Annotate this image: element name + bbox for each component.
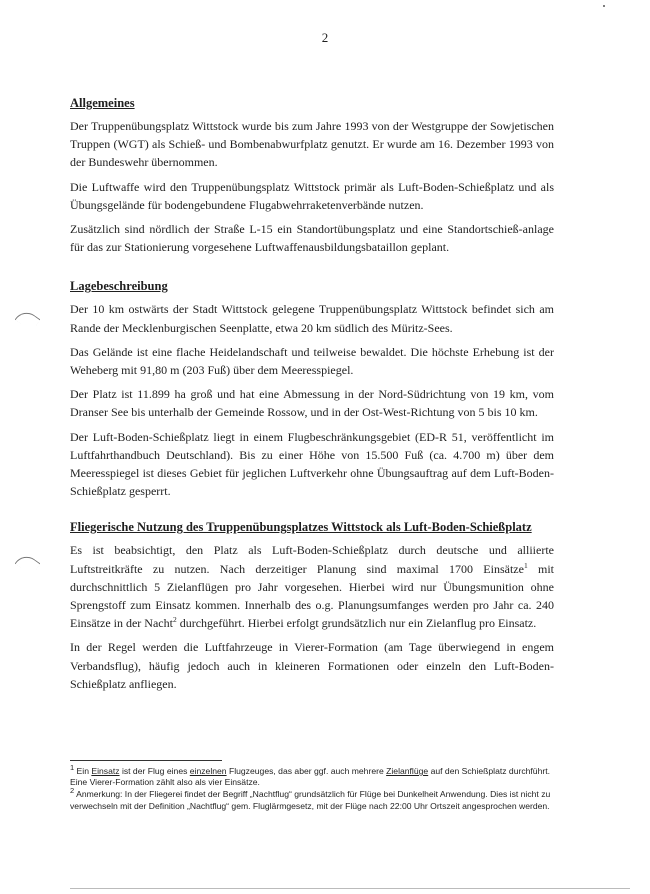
text-run: Ein [74, 766, 92, 776]
section-heading-fliegerische-nutzung: Fliegerische Nutzung des Truppenübungsplatzes Wittstock als Luft-Boden-Schießplatz [70, 520, 532, 535]
text-run: mit durchschnittlich 5 Zielanflügen pro Jahr vorgesehen. Hierbei wird nur Übungsmunition ohne Sprengstoff zum Einsatz kommen. Innerhalb des o.g. Planungsumfanges werden pro Jahr ca. 240 Einsätze in der Nacht [70, 561, 554, 631]
paragraph: Der Luft-Boden-Schießplatz liegt in einem Flugbeschränkungsgebiet (ED-R 51, veröffentlicht im Luftfahrthandbuch Deutschland). Bis zu einer Höhe von 15.500 Fuß (ca. 4.700 m) über dem Meeresspiegel ist dieses Gebiet für jeglichen Luftverkehr ohne Übungsauftrag auf dem Luft-Boden-Schießplatz gesperrt. [70, 429, 554, 499]
scan-bottom-edge [70, 888, 630, 889]
text-run: auf den Schießplatz durchführt. Eine Vierer-Formation zählt also als vier Einsätze. [70, 766, 551, 788]
paragraph: Der 10 km ostwärts der Stadt Wittstock gelegene Truppenübungsplatz Wittstock befindet sich am Rande der Mecklenburgischen Seenplatte, etwa 20 km südlich des Müritz-Sees. [70, 302, 554, 335]
footnote-number: 2 [70, 786, 75, 796]
footnote-2 [70, 786, 560, 811]
scan-speck [603, 5, 605, 7]
underlined-term: Einsatz [91, 766, 120, 776]
paragraph: Das Gelände ist eine flache Heidelandschaft und teilweise bewaldet. Die höchste Erhebung ist der Weheberg mit 91,80 m (203 Fuß) über dem Meeresspiegel. [70, 344, 554, 378]
footnotes [70, 763, 560, 813]
page-number: 2 [321, 30, 329, 45]
punch-hole-mark [15, 307, 41, 331]
section-spacer [70, 506, 554, 520]
text-run: durchgeführt. Hierbei erfolgt grundsätzlich nur ein Zielanflug pro Einsatz. [176, 616, 537, 631]
underlined-term: Zielanflüge [386, 766, 429, 776]
paragraph-with-footnote-refs [70, 541, 554, 632]
paragraph: Zusätzlich sind nördlich der Straße L-15 ein Standortübungsplatz und eine Standortschieß-anlage für das zur Stationierung vorgesehene Luftwaffenausbildungsbataillon geplant. [70, 222, 554, 255]
underlined-term: einzelnen [189, 766, 227, 776]
footnote-separator [70, 760, 222, 761]
section-spacer [70, 262, 554, 279]
text-run: Anmerkung: In der Fliegerei findet der Begriff „Nachtflug“ grundsätzlich für Flüge bei Dunkelheit Anwendung. Dies ist nicht zu verwechseln mit der Definition „Nachtflug“ gem. Fluglärmgesetz, mit der Flüge nach 22:00 Uhr Ortszeit angesprochen werden. [70, 789, 551, 811]
document-body [70, 96, 554, 699]
text-run: ist der Flug eines [119, 766, 190, 776]
paragraph: In der Regel werden die Luftfahrzeuge in Vierer-Formation (am Tage überwiegend in engem Verbandsflug), häufig jedoch auch in kleineren Formationen oder einzeln den Luft-Boden-Schießplatz anfliegen. [70, 640, 554, 691]
text-run: Flugzeuges, das aber ggf. auch mehrere [226, 766, 387, 776]
footnote-ref-1[interactable]: 1 [523, 560, 528, 570]
paragraph: Der Platz ist 11.899 ha groß und hat eine Abmessung in der Nord-Südrichtung von 19 km, vom Dranser See bis unterhalb der Gemeinde Rossow, und in der Ost-West-Richtung von 5 bis 10 km. [70, 387, 554, 420]
section-heading-lagebeschreibung: Lagebeschreibung [70, 279, 168, 294]
paragraph: Die Luftwaffe wird den Truppenübungsplatz Wittstock primär als Luft-Boden-Schießplatz und als Übungsgelände für bodengebundene Flugabwehrraketenverbände nutzen. [70, 179, 554, 212]
footnote-number: 1 [70, 763, 75, 773]
punch-hole-mark [15, 551, 41, 575]
section-heading-allgemeines: Allgemeines [70, 96, 135, 110]
footnote-1 [70, 763, 560, 788]
text-run: Es ist beabsichtigt, den Platz als Luft-Boden-Schießplatz durch deutsche und alliierte Luftstreitkräfte zu nutzen. Nach derzeitiger Planung sind maximal 1700 Einsätze [70, 543, 554, 576]
paragraph: Der Truppenübungsplatz Wittstock wurde bis zum Jahre 1993 von der Westgruppe der Sowjetischen Truppen (WGT) als Schieß- und Bombenabwurfplatz genutzt. Er wurde am 16. Dezember 1993 von der Bundeswehr übernommen. [70, 119, 554, 170]
footnote-ref-2[interactable]: 2 [172, 615, 177, 625]
